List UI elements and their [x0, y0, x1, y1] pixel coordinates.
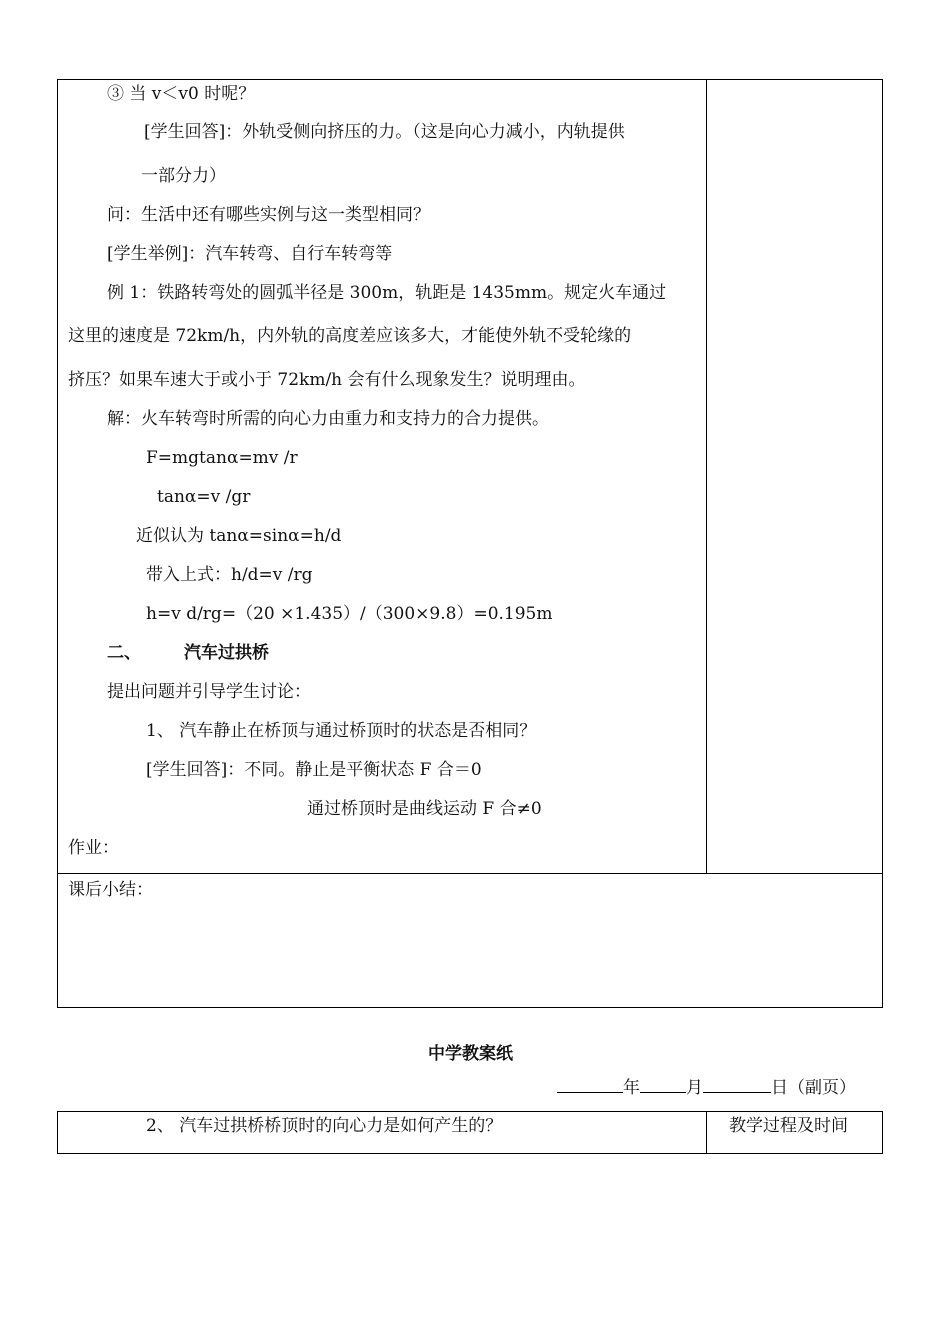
student-answer-1-cont: 一部分力）: [141, 166, 226, 186]
student-answer-2: [学生回答]：不同。静止是平衡状态 F 合＝0: [146, 760, 482, 780]
summary-divider: [57, 873, 883, 874]
column-divider: [706, 79, 707, 874]
case-3-question: ③ 当 v＜v0 时呢？: [107, 84, 256, 104]
page-title: 中学教案纸: [428, 1044, 513, 1064]
month-label: 月: [686, 1078, 703, 1098]
section-heading: 汽车过拱桥: [184, 643, 269, 663]
student-examples: [学生举例]：汽车转弯、自行车转弯等: [107, 244, 393, 264]
side-column-header: 教学过程及时间: [729, 1116, 848, 1136]
discussion-q1: 1、 汽车静止在桥顶与通过桥顶时的状态是否相同？: [146, 721, 537, 741]
formula-1: F=mgtanα=mv /r: [146, 448, 298, 468]
student-answer-1: [学生回答]：外轨受侧向挤压的力。（这是向心力减小，内轨提供: [144, 122, 625, 142]
summary-label: 课后小结：: [68, 880, 153, 900]
example-1-line-3: 挤压？如果车速大于或小于 72km/h 会有什么现象发生？说明理由。: [68, 370, 586, 390]
formula-2: tanα=v /gr: [157, 487, 251, 507]
example-1-line-1: 例 1：铁路转弯处的圆弧半径是 300m，轨距是 1435mm。规定火车通过: [107, 283, 667, 303]
solution-intro: 解：火车转弯时所需的向心力由重力和支持力的合力提供。: [107, 409, 549, 429]
day-blank: [703, 1076, 771, 1093]
formula-3: 近似认为 tanα=sinα=h/d: [136, 526, 342, 546]
formula-4: 带入上式：h/d=v /rg: [146, 565, 313, 585]
example-1-line-2: 这里的速度是 72km/h，内外轨的高度差应该多大，才能使外轨不受轮缘的: [68, 326, 632, 346]
day-label: 日（副页）: [771, 1078, 856, 1098]
student-answer-2-cont: 通过桥顶时是曲线运动 F 合≠0: [307, 799, 542, 819]
section-number: 二、: [107, 643, 141, 663]
year-label: 年: [623, 1078, 640, 1098]
process-column-divider: [706, 1111, 707, 1154]
date-line: [557, 1076, 856, 1098]
discussion-intro: 提出问题并引导学生讨论：: [107, 682, 311, 702]
year-blank: [557, 1076, 623, 1093]
month-blank: [640, 1076, 686, 1093]
formula-5: h=v d/rg=（20 ×1.435）/（300×9.8）=0.195m: [146, 604, 553, 624]
homework-label: 作业：: [68, 838, 119, 858]
question-examples: 问：生活中还有哪些实例与这一类型相同？: [107, 205, 430, 225]
bridge-question: 2、 汽车过拱桥桥顶时的向心力是如何产生的？: [146, 1116, 503, 1136]
